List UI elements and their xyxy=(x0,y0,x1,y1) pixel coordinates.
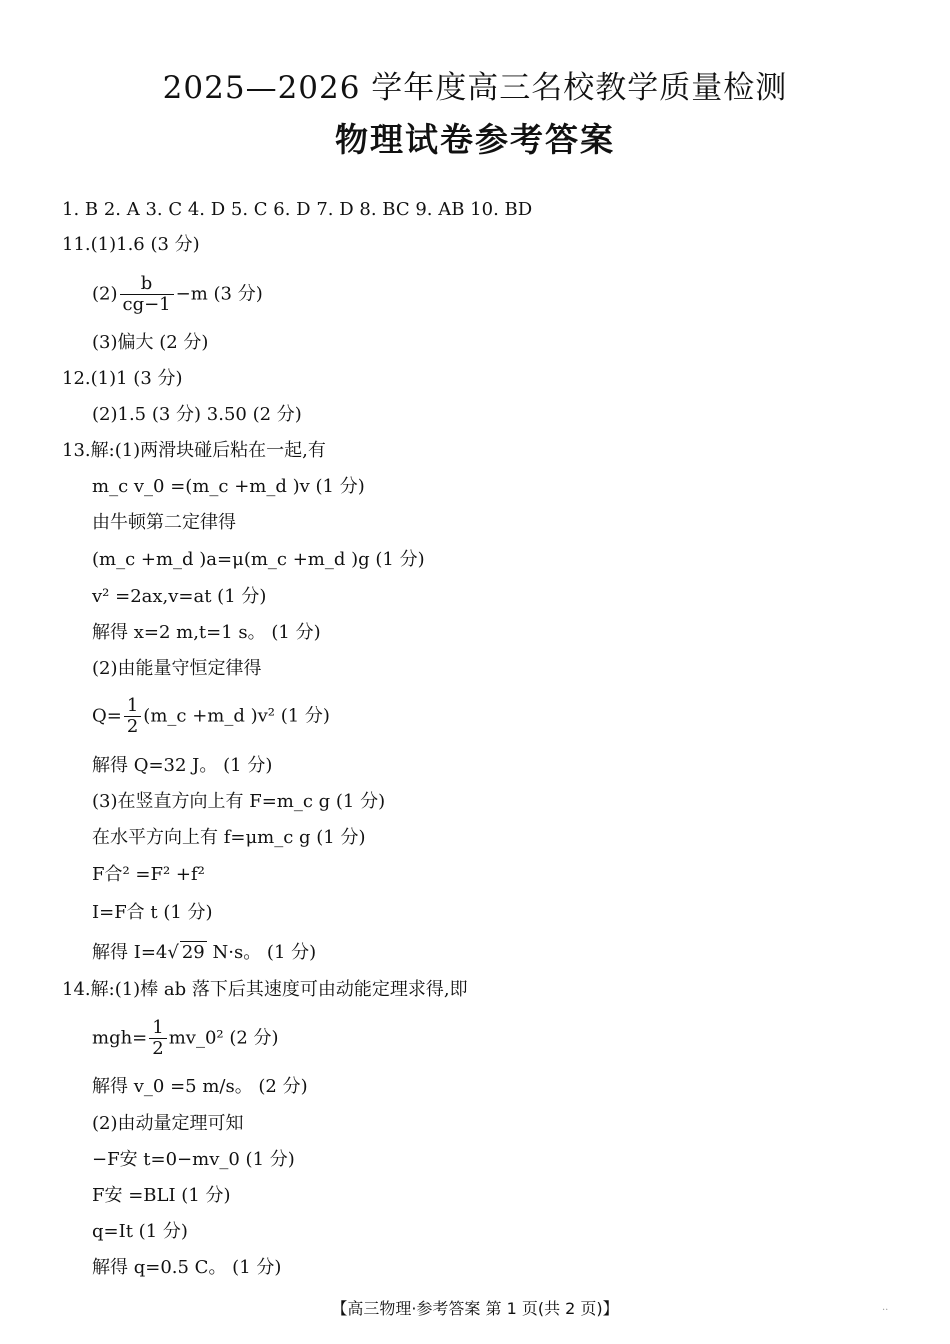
answer-14-result1: 解得 v_0 =5 m/s。 (2 分) xyxy=(92,1076,308,1097)
answer-14-eq1 xyxy=(92,1018,279,1059)
fraction xyxy=(149,1018,166,1059)
answer-12-1: 12.(1)1 (3 分) xyxy=(62,368,183,389)
label: mgh= xyxy=(92,1027,148,1049)
answer-14-intro: 14.解:(1)棒 ab 落下后其速度可由动能定理求得,即 xyxy=(62,979,468,1000)
answer-11-3: (3)偏大 (2 分) xyxy=(92,332,209,353)
answer-13-part3: (3)在竖直方向上有 F=m_c g (1 分) xyxy=(92,791,386,812)
label: 解得 I=4 xyxy=(92,942,168,963)
numerator: 1 xyxy=(126,695,139,716)
choice-answers: 1. B 2. A 3. C 4. D 5. C 6. D 7. D 8. BC 9. AB 10. BD xyxy=(62,199,533,220)
page-footer: 【高三物理·参考答案 第 1 页(共 2 页)】 xyxy=(331,1299,619,1318)
answer-13-intro: 13.解:(1)两滑块碰后粘在一起,有 xyxy=(62,440,326,461)
numerator: 1 xyxy=(152,1017,164,1038)
answer-13-part2: (2)由能量守恒定律得 xyxy=(92,658,262,679)
answer-14-result2: 解得 q=0.5 C。 (1 分) xyxy=(92,1257,282,1278)
radicand: 29 xyxy=(181,942,205,963)
answer-13-eq1: m_c v_0 =(m_c +m_d )v (1 分) xyxy=(92,476,365,497)
answer-13-eq2: (m_c +m_d )a=μ(m_c +m_d )g (1 分) xyxy=(92,549,425,570)
fraction xyxy=(120,274,174,315)
answer-14-eq2: −F安 t=0−mv_0 (1 分) xyxy=(92,1149,295,1170)
label: (2) xyxy=(92,283,118,305)
answer-14-eq4: q=It (1 分) xyxy=(92,1221,188,1242)
tail: (m_c +m_d )v² (1 分) xyxy=(143,705,330,727)
answer-13-eq4 xyxy=(92,696,330,737)
footer-mark: .. xyxy=(882,1302,889,1313)
tail: mv_0² (2 分) xyxy=(168,1027,279,1049)
numerator: b xyxy=(140,273,153,294)
answer-12-2: (2)1.5 (3 分) 3.50 (2 分) xyxy=(92,404,302,425)
tail: N·s。 (1 分) xyxy=(206,942,317,963)
denominator: 2 xyxy=(124,716,141,737)
answer-13-text1: 由牛顿第二定律得 xyxy=(92,512,236,533)
denominator: cg−1 xyxy=(120,294,174,315)
answer-key-title: 物理试卷参考答案 xyxy=(335,120,615,159)
answer-13-eq7: I=F合 t (1 分) xyxy=(92,902,213,923)
sqrt-sign: √ xyxy=(167,942,179,963)
answer-14-part2: (2)由动量定理可知 xyxy=(92,1113,244,1134)
denominator: 2 xyxy=(149,1038,166,1059)
tail: −m (3 分) xyxy=(175,283,263,305)
fraction xyxy=(124,696,141,737)
answer-13-eq3: v² =2ax,v=at (1 分) xyxy=(92,586,267,607)
exam-title: 2025—2026 学年度高三名校教学质量检测 xyxy=(162,70,788,106)
answer-13-eq5: 在水平方向上有 f=μm_c g (1 分) xyxy=(92,827,366,848)
label: Q= xyxy=(92,705,122,727)
answer-11-2 xyxy=(92,274,263,315)
answer-13-result3 xyxy=(92,941,316,965)
answer-13-result2: 解得 Q=32 J。 (1 分) xyxy=(92,755,273,776)
answer-14-eq3: F安 =BLI (1 分) xyxy=(92,1185,231,1206)
answer-13-result1: 解得 x=2 m,t=1 s。 (1 分) xyxy=(92,622,321,643)
answer-13-eq6: F合² =F² +f² xyxy=(92,864,205,885)
answer-11-1: 11.(1)1.6 (3 分) xyxy=(62,234,200,255)
